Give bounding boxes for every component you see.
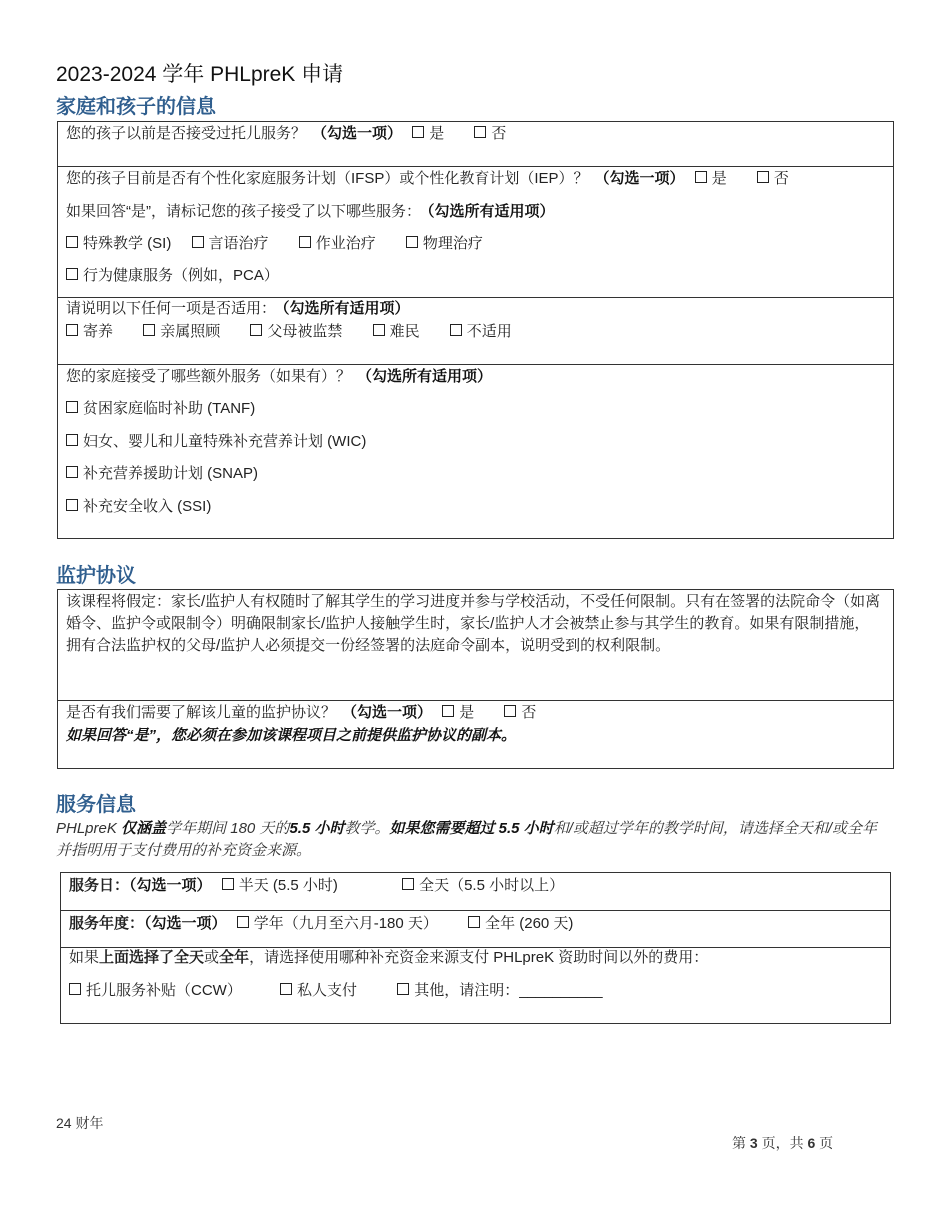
checkbox-half-day[interactable]: 半天 (5.5 小时) [222, 876, 338, 896]
row-custody-statement [58, 590, 893, 700]
question-ifsp-iep: 您的孩子目前是否有个性化家庭服务计划（IFSP）或个性化教育计划（IEP）？ [66, 170, 589, 187]
checkbox-icon [69, 983, 81, 995]
row-applicable-situations [58, 297, 893, 364]
checkbox-icon [66, 401, 78, 413]
custody-table [57, 589, 894, 769]
row-funding-source [61, 947, 890, 1023]
checkbox-icon [474, 126, 486, 138]
instruction-check-all: （勾选所有适用项） [427, 203, 555, 220]
checkbox-icon [66, 324, 78, 336]
instruction-check-all: （勾选所有适用项） [357, 368, 493, 385]
checkbox-custody-yes[interactable]: 是 [442, 703, 474, 723]
checkbox-icon [442, 705, 454, 717]
checkbox-other[interactable]: 其他，请注明：__________ [397, 981, 602, 1001]
checkbox-service-behavioral[interactable]: 行为健康服务（例如，PCA） [66, 266, 279, 286]
checkbox-icon [66, 466, 78, 478]
checkbox-icon [402, 878, 414, 890]
checkbox-icon [192, 236, 204, 248]
checkbox-icon [143, 324, 155, 336]
checkbox-not-applicable[interactable]: 不适用 [450, 322, 512, 342]
checkbox-full-year[interactable]: 全年 (260 天) [468, 914, 573, 934]
checkbox-ifsp-no[interactable]: 否 [757, 169, 789, 189]
checkbox-parent-incarcerated[interactable]: 父母被监禁 [250, 322, 342, 342]
checkbox-prior-childcare-no[interactable]: 否 [474, 124, 506, 144]
page-number: 第 3 页，共 6 页 [732, 1135, 834, 1151]
checkbox-kinship-care[interactable]: 亲属照顾 [143, 322, 220, 342]
checkbox-service-speech[interactable]: 言语治疗 [192, 234, 269, 254]
instruction-check-one: （勾选一项） [312, 125, 403, 142]
row-service-year [61, 910, 890, 947]
checkbox-school-year[interactable]: 学年（九月至六月-180 天） [237, 914, 438, 934]
checkbox-icon [237, 916, 249, 928]
row-custody-question [58, 700, 893, 768]
row-prior-childcare [58, 122, 893, 166]
checkbox-icon [695, 171, 707, 183]
checkbox-icon [468, 916, 480, 928]
followup-services-question: 如果回答“是”，请标记您的孩子接受了以下哪些服务： [66, 203, 421, 220]
checkbox-snap[interactable]: 补充营养援助计划 (SNAP) [66, 464, 258, 484]
footer-fiscal-year: 24 财年 [56, 1115, 104, 1131]
checkbox-full-day[interactable]: 全天（5.5 小时以上） [402, 876, 564, 896]
checkbox-icon [66, 499, 78, 511]
row-additional-services [58, 364, 893, 538]
checkbox-icon [406, 236, 418, 248]
instruction-check-all: （勾选所有适用项） [282, 300, 410, 317]
checkbox-icon [450, 324, 462, 336]
question-additional-services: 您的家庭接受了哪些额外服务（如果有）？ [66, 368, 352, 385]
checkbox-wic[interactable]: 妇女、婴儿和儿童特殊补充营养计划 (WIC) [66, 432, 366, 452]
instruction-check-one: （勾选一项） [144, 915, 227, 932]
row-ifsp-iep [58, 166, 893, 297]
service-table [60, 872, 891, 1024]
checkbox-service-si[interactable]: 特殊教学 (SI) [66, 234, 171, 254]
checkbox-icon [250, 324, 262, 336]
checkbox-icon [373, 324, 385, 336]
question-applicable: 请说明以下任何一项是否适用： [66, 300, 277, 317]
checkbox-icon [412, 126, 424, 138]
checkbox-private-pay[interactable]: 私人支付 [280, 981, 357, 1001]
checkbox-icon [280, 983, 292, 995]
family-info-table [57, 121, 894, 539]
service-day-label: 服务日： [69, 877, 130, 894]
checkbox-custody-no[interactable]: 否 [504, 703, 536, 723]
checkbox-icon [66, 434, 78, 446]
question-custody: 是否有我们需要了解该儿童的监护协议？ [66, 704, 337, 721]
section-heading-family: 家庭和孩子的信息 [56, 96, 216, 118]
checkbox-icon [66, 268, 78, 280]
instruction-check-one: （勾选一项） [129, 877, 212, 894]
checkbox-service-physical[interactable]: 物理治疗 [406, 234, 483, 254]
checkbox-icon [299, 236, 311, 248]
checkbox-ssi[interactable]: 补充安全收入 (SSI) [66, 497, 211, 517]
instruction-check-one: （勾选一项） [594, 170, 685, 187]
question-prior-childcare: 您的孩子以前是否接受过托儿服务？ [66, 125, 307, 142]
service-intro: PHLpreK 仅涵盖学年期间 180 天的5.5 小时教学。如果您需要超过 5.5 小时和/或超过学年的教学时间，请选择全天和/或全年并指明用于支付费用的补充资金来源。 [56, 820, 878, 859]
document-title: 2023-2024 学年 PHLpreK 申请 [56, 63, 344, 86]
service-year-label: 服务年度： [69, 915, 145, 932]
checkbox-prior-childcare-yes[interactable]: 是 [412, 124, 444, 144]
checkbox-icon [757, 171, 769, 183]
row-service-day [61, 873, 890, 910]
checkbox-service-occupational[interactable]: 作业治疗 [299, 234, 376, 254]
funding-question: 如果上面选择了全天或全年，请选择使用哪种补充资金来源支付 PHLpreK 资助时间以外的费用： [69, 949, 709, 966]
checkbox-icon [504, 705, 516, 717]
custody-note: 如果回答“是”，您必须在参加该课程项目之前提供监护协议的副本。 [66, 727, 517, 744]
instruction-check-one: （勾选一项） [342, 704, 433, 721]
section-heading-custody: 监护协议 [56, 565, 136, 587]
checkbox-ccw[interactable]: 托儿服务补贴（CCW） [69, 981, 242, 1001]
section-heading-service: 服务信息 [56, 794, 136, 816]
checkbox-foster-care[interactable]: 寄养 [66, 322, 113, 342]
checkbox-icon [222, 878, 234, 890]
checkbox-tanf[interactable]: 贫困家庭临时补助 (TANF) [66, 399, 255, 419]
checkbox-refugee[interactable]: 难民 [373, 322, 420, 342]
checkbox-icon [66, 236, 78, 248]
custody-paragraph: 该课程将假定：家长/监护人有权随时了解其学生的学习进度并参与学校活动，不受任何限制。只有在签署的法院命令（如离婚令、监护令或限制令）明确限制家长/监护人接触学生时，家长/监护人才会被禁止参与其学生的教育。如果有限制措施，拥有合法监护权的父母/监护人必须提交一份经签署的法庭命令副本，说明受到的权利限制。 [66, 593, 881, 654]
checkbox-ifsp-yes[interactable]: 是 [695, 169, 727, 189]
checkbox-icon [397, 983, 409, 995]
